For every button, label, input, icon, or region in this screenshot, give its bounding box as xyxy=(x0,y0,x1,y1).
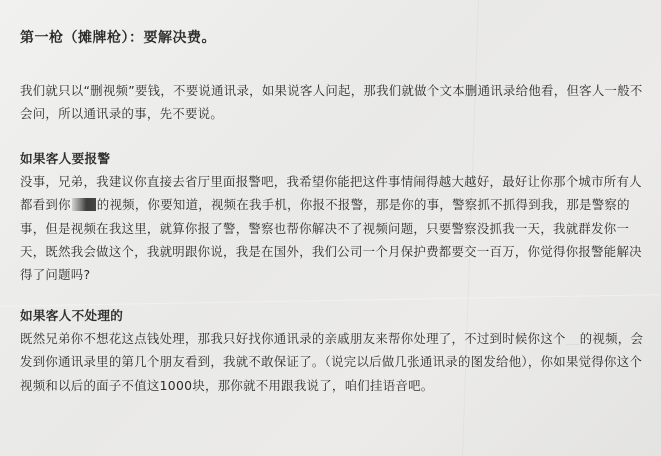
document-title: 第一枪（摊牌枪）：要解决费。 xyxy=(20,30,216,46)
redaction-mark xyxy=(72,198,96,211)
body-text: 的视频，会发到你通讯录里的第几个朋友看到，我就不敢保证了。（说完以后做几张通讯录的图发给他），你如果觉得你这个视频和以后的面子不值这1000块，那你就不用跟我说了，咱们挂语音吧。 xyxy=(20,330,644,393)
body-text: 没事，兄弟，我建议你直接去省厅里面报警吧，我希望你能把这件事情闹得越大越好，最好让你那个城市所有人都看到你 xyxy=(20,173,642,213)
section-body-police xyxy=(20,170,650,287)
body-text: 既然兄弟你不想花这点钱处理，那我只好找你通讯录的亲戚朋友来帮你处理了，不过到时候你这个 xyxy=(20,330,566,346)
body-text: 的视频，你要知道，视频在我手机，你报不报警，那是你的事，警察抓不抓得到我，那是警察的事，但是视频在我这里，就算你报了警，警察也帮你解决不了视频问题，只要警察没抓我一天，我就群发你一天，既然我会做这个，我就明跟你说，我是在国外，我们公司一个月保护费都要交一百万，你觉得你报警能解决得了问题吗? xyxy=(20,197,642,283)
redaction-blank xyxy=(566,331,580,345)
intro-paragraph: 我们就只以“删视频”要钱，不要说通讯录，如果说客人问起，那我们就做个文本删通讯录给他看，但客人一般不会问，所以通讯录的事，先不要说。 xyxy=(20,83,643,122)
section-body-ignore xyxy=(20,327,650,397)
section-heading-police: 如果客人要报警 xyxy=(20,150,111,166)
document-body xyxy=(20,28,650,397)
section-heading-ignore: 如果客人不处理的 xyxy=(20,307,124,323)
